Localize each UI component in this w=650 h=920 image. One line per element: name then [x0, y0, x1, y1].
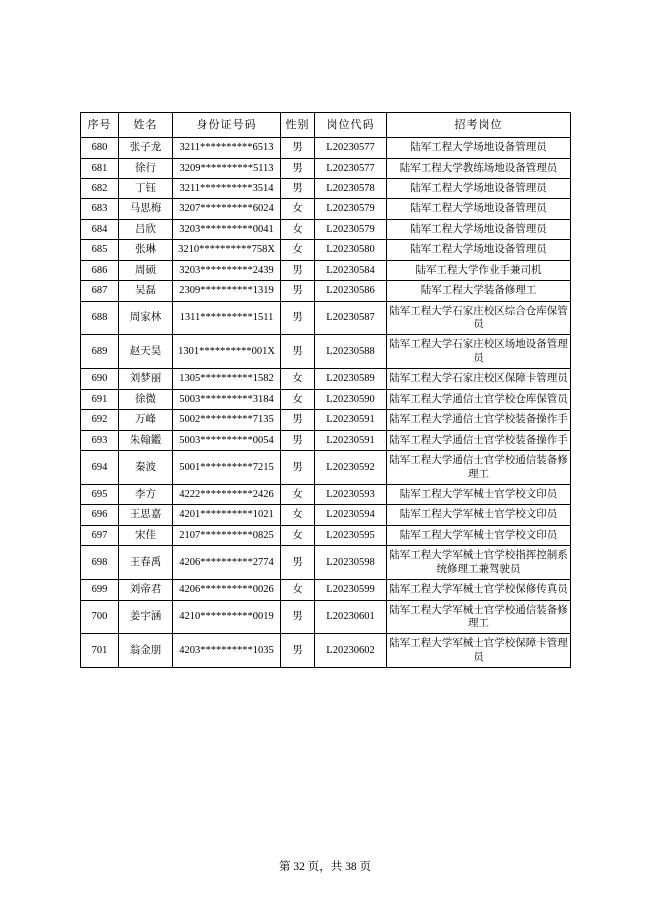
cell-name: 秦波	[119, 451, 173, 485]
cell-gender: 女	[281, 505, 315, 525]
cell-sequence: 684	[81, 219, 119, 239]
cell-id-number: 4222**********2426	[173, 484, 281, 504]
cell-name: 万峰	[119, 410, 173, 430]
cell-id-number: 5003**********3184	[173, 389, 281, 409]
cell-post: 陆军工程大学石家庄校区综合仓库保管员	[387, 301, 571, 335]
cell-post: 陆军工程大学石家庄校区保障卡管理员	[387, 369, 571, 389]
cell-post: 陆军工程大学场地设备管理员	[387, 138, 571, 158]
cell-id-number: 4201**********1021	[173, 505, 281, 525]
cell-post-code: L20230594	[315, 505, 387, 525]
cell-name: 姜宇涵	[119, 600, 173, 634]
cell-gender: 男	[281, 301, 315, 335]
table-row	[81, 546, 571, 580]
cell-sequence: 682	[81, 178, 119, 198]
cell-post: 陆军工程大学军械士官学校通信装备修理工	[387, 600, 571, 634]
cell-id-number: 4206**********0026	[173, 580, 281, 600]
cell-gender: 女	[281, 219, 315, 239]
cell-sequence: 680	[81, 138, 119, 158]
cell-post: 陆军工程大学装备修理工	[387, 281, 571, 301]
cell-gender: 女	[281, 484, 315, 504]
table-row	[81, 580, 571, 600]
cell-id-number: 4206**********2774	[173, 546, 281, 580]
table-row	[81, 260, 571, 280]
cell-post-code: L20230578	[315, 178, 387, 198]
cell-name: 李方	[119, 484, 173, 504]
cell-gender: 男	[281, 430, 315, 450]
cell-id-number: 1301**********001X	[173, 335, 281, 369]
cell-post: 陆军工程大学军械士官学校文印员	[387, 505, 571, 525]
cell-post-code: L20230599	[315, 580, 387, 600]
cell-sequence: 694	[81, 451, 119, 485]
table-body	[81, 138, 571, 668]
cell-post: 陆军工程大学场地设备管理员	[387, 178, 571, 198]
cell-gender: 女	[281, 240, 315, 260]
cell-name: 周硕	[119, 260, 173, 280]
cell-post: 陆军工程大学军械士官学校保修传真员	[387, 580, 571, 600]
cell-post-code: L20230587	[315, 301, 387, 335]
cell-sequence: 692	[81, 410, 119, 430]
cell-name: 刘帝君	[119, 580, 173, 600]
table-row	[81, 219, 571, 239]
column-header-id-number: 身份证号码	[173, 113, 281, 138]
cell-post: 陆军工程大学军械士官学校保障卡管理员	[387, 634, 571, 668]
cell-gender: 男	[281, 600, 315, 634]
table-header	[81, 113, 571, 138]
table-row	[81, 369, 571, 389]
cell-post: 陆军工程大学石家庄校区场地设备管理员	[387, 335, 571, 369]
cell-id-number: 3211**********6513	[173, 138, 281, 158]
cell-post-code: L20230579	[315, 199, 387, 219]
cell-gender: 女	[281, 389, 315, 409]
cell-post: 陆军工程大学军械士官学校文印员	[387, 525, 571, 545]
table-row	[81, 505, 571, 525]
cell-name: 朱翰鑑	[119, 430, 173, 450]
table-row	[81, 600, 571, 634]
cell-name: 丁钰	[119, 178, 173, 198]
recruitment-roster-table	[80, 112, 571, 668]
table-row	[81, 199, 571, 219]
page-footer: 第 32 页，共 38 页	[279, 861, 371, 873]
cell-post: 陆军工程大学作业手兼司机	[387, 260, 571, 280]
cell-id-number: 5001**********7215	[173, 451, 281, 485]
cell-name: 张琳	[119, 240, 173, 260]
column-header-post: 招考岗位	[387, 113, 571, 138]
cell-post: 陆军工程大学军械士官学校文印员	[387, 484, 571, 504]
cell-post-code: L20230588	[315, 335, 387, 369]
cell-id-number: 1305**********1582	[173, 369, 281, 389]
cell-id-number: 2107**********0825	[173, 525, 281, 545]
cell-post-code: L20230595	[315, 525, 387, 545]
cell-name: 徐行	[119, 158, 173, 178]
table-row	[81, 484, 571, 504]
table-row	[81, 410, 571, 430]
cell-post-code: L20230602	[315, 634, 387, 668]
table-row	[81, 301, 571, 335]
cell-post-code: L20230579	[315, 219, 387, 239]
cell-gender: 女	[281, 199, 315, 219]
cell-sequence: 685	[81, 240, 119, 260]
column-header-sequence: 序号	[81, 113, 119, 138]
cell-id-number: 3210**********758X	[173, 240, 281, 260]
cell-gender: 男	[281, 138, 315, 158]
cell-id-number: 5003**********0054	[173, 430, 281, 450]
cell-name: 刘梦丽	[119, 369, 173, 389]
cell-post-code: L20230592	[315, 451, 387, 485]
cell-name: 张子龙	[119, 138, 173, 158]
cell-post-code: L20230584	[315, 260, 387, 280]
cell-post-code: L20230598	[315, 546, 387, 580]
table-row	[81, 634, 571, 668]
cell-name: 王春禹	[119, 546, 173, 580]
cell-sequence: 701	[81, 634, 119, 668]
cell-post-code: L20230601	[315, 600, 387, 634]
table-row	[81, 178, 571, 198]
cell-name: 翁金朋	[119, 634, 173, 668]
cell-post-code: L20230591	[315, 430, 387, 450]
cell-sequence: 695	[81, 484, 119, 504]
cell-gender: 男	[281, 260, 315, 280]
cell-name: 吴磊	[119, 281, 173, 301]
cell-name: 马思梅	[119, 199, 173, 219]
cell-id-number: 3207**********6024	[173, 199, 281, 219]
table-row	[81, 240, 571, 260]
cell-post-code: L20230577	[315, 138, 387, 158]
cell-id-number: 5002**********7135	[173, 410, 281, 430]
cell-sequence: 683	[81, 199, 119, 219]
cell-id-number: 4203**********1035	[173, 634, 281, 668]
cell-gender: 女	[281, 369, 315, 389]
cell-name: 徐微	[119, 389, 173, 409]
cell-sequence: 686	[81, 260, 119, 280]
cell-post-code: L20230593	[315, 484, 387, 504]
table-row	[81, 389, 571, 409]
cell-gender: 男	[281, 451, 315, 485]
cell-gender: 男	[281, 634, 315, 668]
cell-post-code: L20230591	[315, 410, 387, 430]
cell-sequence: 698	[81, 546, 119, 580]
column-header-name: 姓名	[119, 113, 173, 138]
cell-post: 陆军工程大学军械士官学校指挥控制系统修理工兼驾驶员	[387, 546, 571, 580]
cell-id-number: 2309**********1319	[173, 281, 281, 301]
cell-post: 陆军工程大学场地设备管理员	[387, 219, 571, 239]
table-row	[81, 525, 571, 545]
cell-sequence: 693	[81, 430, 119, 450]
table-row	[81, 451, 571, 485]
cell-post: 陆军工程大学教练场地设备管理员	[387, 158, 571, 178]
column-header-post-code: 岗位代码	[315, 113, 387, 138]
table-header-row	[81, 113, 571, 138]
cell-id-number: 3203**********2439	[173, 260, 281, 280]
cell-sequence: 687	[81, 281, 119, 301]
cell-post: 陆军工程大学场地设备管理员	[387, 199, 571, 219]
cell-post-code: L20230590	[315, 389, 387, 409]
cell-post: 陆军工程大学场地设备管理员	[387, 240, 571, 260]
cell-gender: 女	[281, 525, 315, 545]
cell-sequence: 681	[81, 158, 119, 178]
table-row	[81, 281, 571, 301]
cell-post: 陆军工程大学通信士官学校装备操作手	[387, 410, 571, 430]
cell-id-number: 1311**********1511	[173, 301, 281, 335]
cell-sequence: 697	[81, 525, 119, 545]
cell-gender: 女	[281, 580, 315, 600]
cell-gender: 男	[281, 410, 315, 430]
cell-sequence: 688	[81, 301, 119, 335]
table-row	[81, 158, 571, 178]
cell-name: 赵天昊	[119, 335, 173, 369]
cell-name: 周家林	[119, 301, 173, 335]
cell-sequence: 700	[81, 600, 119, 634]
cell-post-code: L20230589	[315, 369, 387, 389]
table-row	[81, 335, 571, 369]
cell-gender: 男	[281, 546, 315, 580]
table-row	[81, 430, 571, 450]
cell-name: 王思嘉	[119, 505, 173, 525]
cell-gender: 男	[281, 158, 315, 178]
cell-gender: 男	[281, 335, 315, 369]
cell-sequence: 689	[81, 335, 119, 369]
cell-post-code: L20230586	[315, 281, 387, 301]
cell-name: 宋佳	[119, 525, 173, 545]
cell-sequence: 696	[81, 505, 119, 525]
column-header-gender: 性别	[281, 113, 315, 138]
cell-sequence: 699	[81, 580, 119, 600]
table-row	[81, 138, 571, 158]
cell-post: 陆军工程大学通信士官学校仓库保管员	[387, 389, 571, 409]
cell-post-code: L20230580	[315, 240, 387, 260]
cell-post: 陆军工程大学通信士官学校通信装备修理工	[387, 451, 571, 485]
cell-post: 陆军工程大学通信士官学校装备操作手	[387, 430, 571, 450]
cell-post-code: L20230577	[315, 158, 387, 178]
cell-id-number: 3209**********5113	[173, 158, 281, 178]
cell-id-number: 4210**********0019	[173, 600, 281, 634]
cell-id-number: 3203**********0041	[173, 219, 281, 239]
cell-gender: 男	[281, 281, 315, 301]
cell-id-number: 3211**********3514	[173, 178, 281, 198]
cell-gender: 男	[281, 178, 315, 198]
cell-sequence: 691	[81, 389, 119, 409]
cell-name: 吕欣	[119, 219, 173, 239]
cell-sequence: 690	[81, 369, 119, 389]
